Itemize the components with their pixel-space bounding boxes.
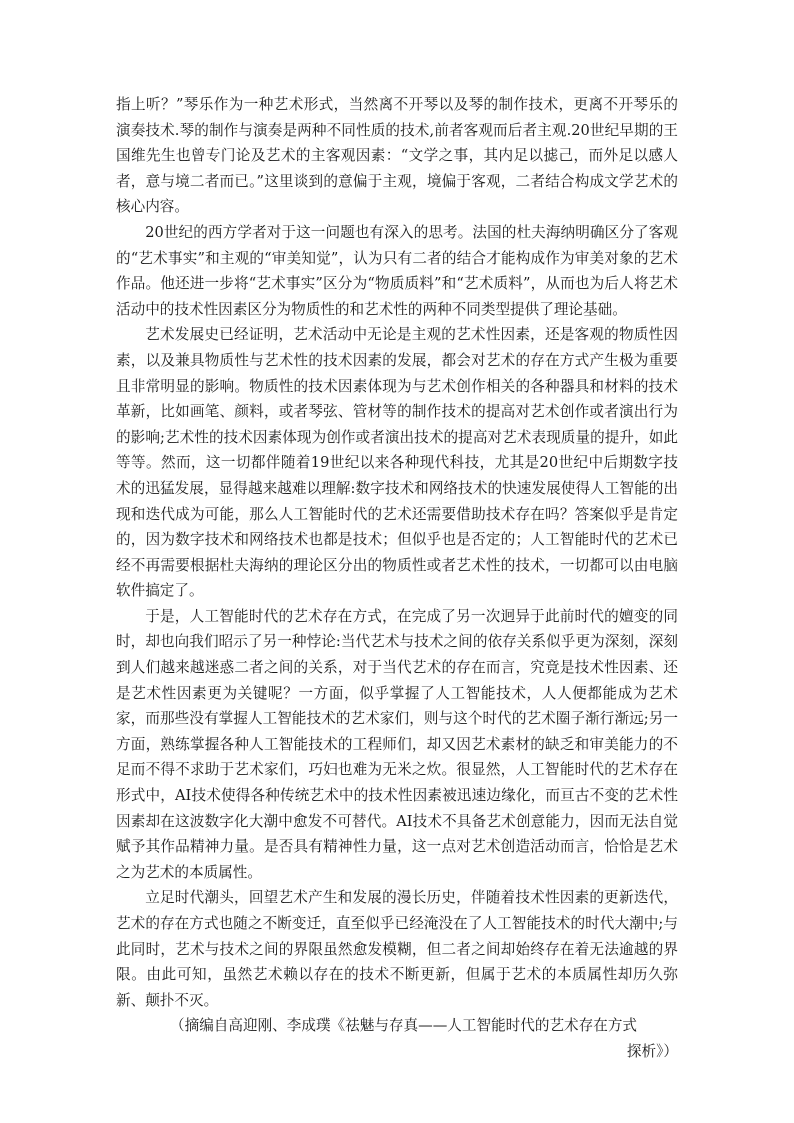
paragraph-1: 指上听？”琴乐作为一种艺术形式，当然离不开琴以及琴的制作技术，更离不开琴乐的演奏技术.琴的制作与演奏是两种不同性质的技术,前者客观而后者主观.20世纪早期的王国维先生也曾专门论及艺术的主客观因素：“文学之事，其内足以摅己，而外足以感人者，意与境二者而已。”这里谈到的意偏于主观，境偏于客观，二者结合构成文学艺术的核心内容。 bbox=[116, 96, 678, 216]
paragraph-3: 艺术发展史已经证明，艺术活动中无论是主观的艺术性因素，还是客观的物质性因素，以及兼具物质性与艺术性的技术因素的发展，都会对艺术的存在方式产生极为重要且非常明显的影响。物质性的技术因素体现为与艺术创作相关的各种器具和材料的技术革新，比如画笔、颜料，或者琴弦、管材等的制作技术的提高对艺术创作或者演出行为的影响;艺术性的技术因素体现为创作或者演出技术的提高对艺术表现质量的提升，如此等等。然而，这一切都伴随着19世纪以来各种现代科技，尤其是20世纪中后期数字技术的迅猛发展，显得越来越难以理解:数字技术和网络技术的快速发展使得人工智能的出现和迭代成为可能，那么人工智能时代的艺术还需要借助技术存在吗？答案似乎是肯定的，因为数字技术和网络技术也都是技术；但似乎也是否定的；人工智能时代的艺术已经不再需要根据杜夫海纳的理论区分出的物质性或者艺术性的技术，一切都可以由电脑软件搞定了。 bbox=[116, 326, 678, 600]
paragraph-2: 20世纪的西方学者对于这一问题也有深入的思考。法国的杜夫海纳明确区分了客观的“艺术事实”和主观的“审美知觉”，认为只有二者的结合才能构成作为审美对象的艺术作品。他还进一步将“艺术事实”区分为“物质质料”和“艺术质料”，从而也为后人将艺术活动中的技术性因素区分为物质性的和艺术性的两种不同类型提供了理论基础。 bbox=[116, 223, 678, 318]
paragraph-5: 立足时代潮头，回望艺术产生和发展的漫长历史，伴随着技术性因素的更新迭代，艺术的存在方式也随之不断变迁，直至似乎已经淹没在了人工智能技术的时代大潮中;与此同时，艺术与技术之间的界限虽然愈发模糊，但二者之间却始终存在着无法逾越的界限。由此可知，虽然艺术赖以存在的技术不断更新，但属于艺术的本质属性却历久弥新、颠扑不灭。 bbox=[116, 889, 678, 1009]
source-citation bbox=[116, 1013, 678, 1064]
source-citation-line2: 探析》） bbox=[626, 1042, 678, 1060]
document-page bbox=[116, 92, 678, 1065]
paragraph-4: 于是，人工智能时代的艺术存在方式，在完成了另一次迥异于此前时代的嬗变的同时，却也向我们昭示了另一种悖论:当代艺术与技术之间的依存关系似乎更为深刻，深刻到人们越来越迷惑二者之间的关系，对于当代艺术的存在而言，究竟是技术性因素、还是艺术性因素更为关键呢？一方面，似乎掌握了人工智能技术，人人便都能成为艺术家，而那些没有掌握人工智能技术的艺术家们，则与这个时代的艺术圈子渐行渐远;另一方面，熟练掌握各种人工智能技术的工程师们，却又因艺术素材的缺乏和审美能力的不足而不得不求助于艺术家们，巧妇也难为无米之炊。很显然，人工智能时代的艺术存在形式中，AI技术使得各种传统艺术中的技术性因素被迅速边缘化，而亘古不变的艺术性因素却在这波数字化大潮中愈发不可替代。AI技术不具备艺术创意能力，因而无法自觉赋予其作品精神力量。是否具有精神性力量，这一点对艺术创造活动而言，恰恰是艺术之为艺术的本质属性。 bbox=[116, 607, 678, 881]
source-citation-line1: （摘编自高迎刚、李成璞《祛魅与存真——人工智能时代的艺术存在方式 bbox=[170, 1017, 638, 1035]
